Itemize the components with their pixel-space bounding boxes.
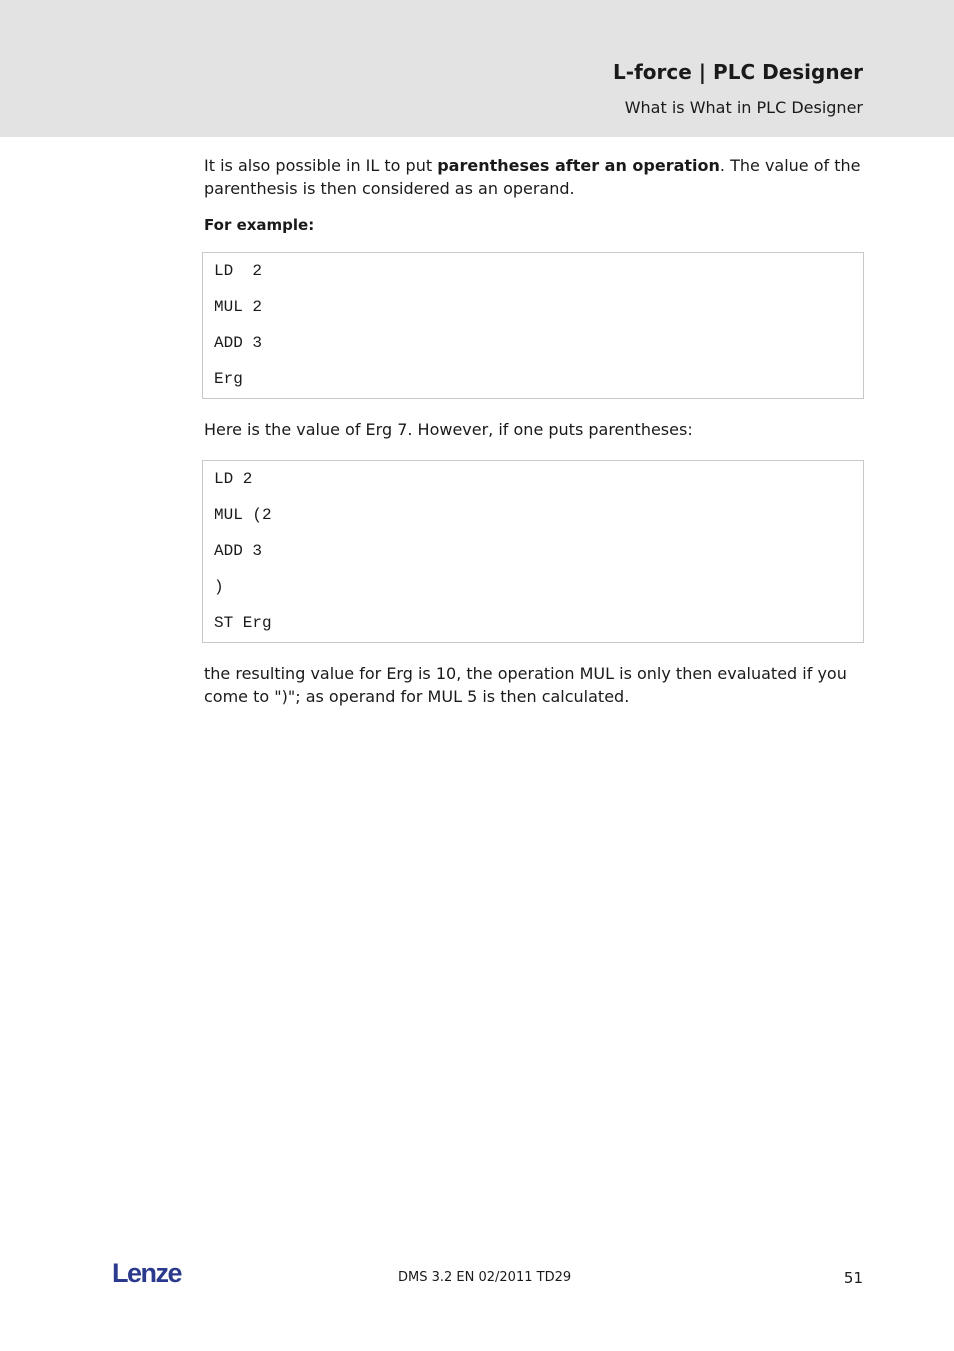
page-number: 51 — [843, 1269, 863, 1287]
closing-text: the resulting value for Erg is 10, the operation MUL is only then evaluated if you come to ")"; as operand for MUL 5 is then calculated. — [204, 664, 847, 706]
middle-paragraph — [204, 418, 866, 441]
example-label-block — [204, 216, 866, 234]
code-line: MUL 2 — [214, 298, 263, 316]
code-line: Erg — [214, 370, 243, 388]
document-title: L-force | PLC Designer — [613, 60, 863, 84]
closing-paragraph — [204, 662, 866, 708]
code-line: ) — [214, 578, 224, 596]
intro-text-bold: parentheses after an operation — [437, 156, 720, 175]
code-block-2 — [202, 460, 864, 643]
lenze-logo-text: Lenze — [112, 1258, 182, 1288]
lenze-logo — [112, 1258, 192, 1288]
intro-paragraph — [204, 154, 866, 200]
code-line: ADD 3 — [214, 334, 263, 352]
code-block-1 — [202, 252, 864, 399]
example-label: For example: — [204, 216, 315, 234]
document-id: DMS 3.2 EN 02/2011 TD29 — [398, 1270, 572, 1285]
intro-text-start: It is also possible in IL to put — [204, 156, 438, 175]
code-line: LD 2 — [214, 262, 263, 280]
middle-text: Here is the value of Erg 7. However, if one puts parentheses: — [204, 420, 693, 439]
code-line: ADD 3 — [214, 542, 263, 560]
intro-text-end: . The value of the parenthesis is then considered as an operand. — [204, 156, 861, 198]
code-line: LD 2 — [214, 470, 253, 488]
code-line: MUL (2 — [214, 506, 272, 524]
section-subtitle: What is What in PLC Designer — [624, 98, 863, 117]
code-line: ST Erg — [214, 614, 272, 632]
